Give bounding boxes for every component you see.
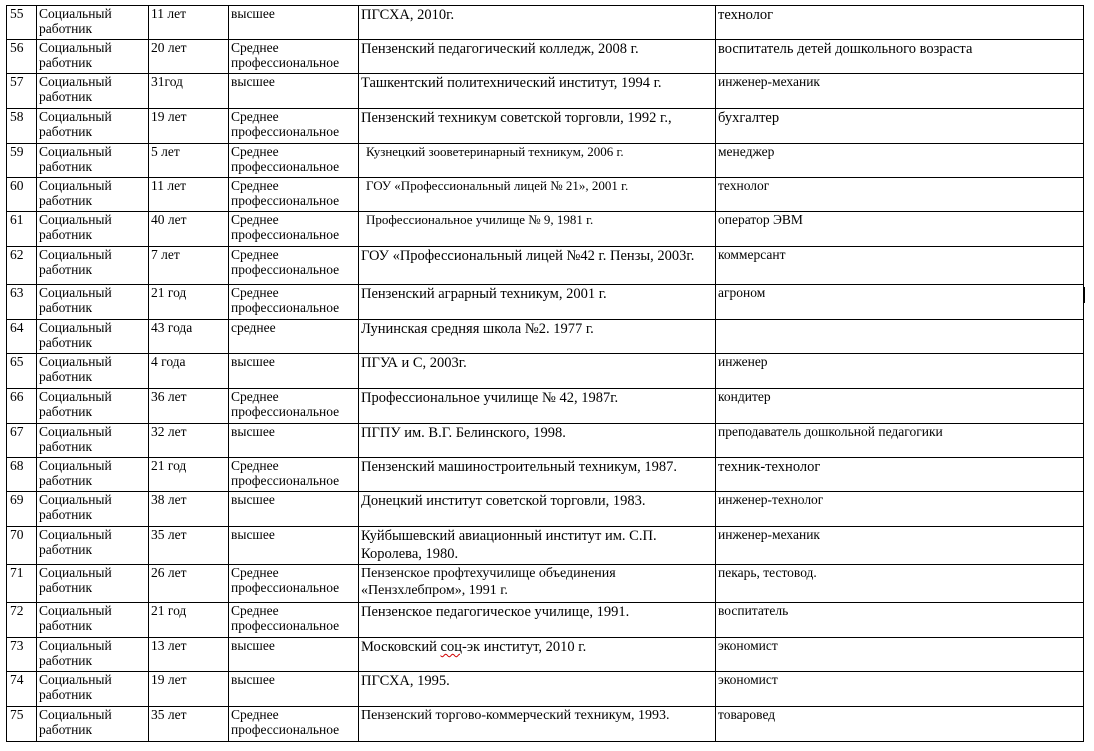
table-row [7, 565, 1084, 603]
position-cell: Социальный работник [37, 247, 149, 285]
education-cell: Среднее профессиональное [229, 109, 359, 144]
institution-cell: Пензенский педагогический колледж, 2008 г. [359, 40, 716, 74]
table-row [7, 354, 1084, 389]
table-row [7, 458, 1084, 492]
institution-cell: Профессиональное училище № 9, 1981 г. [359, 212, 716, 247]
institution-cell: Пензенский аграрный техникум, 2001 г. [359, 285, 716, 320]
row-number: 65 [7, 354, 37, 389]
table-row [7, 603, 1084, 638]
experience-cell: 13 лет [149, 638, 229, 672]
experience-cell: 19 лет [149, 672, 229, 707]
table-row [7, 247, 1084, 285]
experience-cell: 11 лет [149, 178, 229, 212]
institution-cell: ПГУА и С, 2003г. [359, 354, 716, 389]
institution-cell: ПГПУ им. В.Г. Белинского, 1998. [359, 424, 716, 458]
row-number: 58 [7, 109, 37, 144]
experience-cell: 5 лет [149, 144, 229, 178]
position-cell: Социальный работник [37, 638, 149, 672]
employee-table [6, 5, 1084, 742]
profession-cell: инженер-механик [716, 74, 1084, 109]
education-cell: высшее [229, 74, 359, 109]
profession-cell: инженер-механик [716, 527, 1084, 565]
row-number: 75 [7, 707, 37, 742]
position-cell: Социальный работник [37, 603, 149, 638]
position-cell: Социальный работник [37, 424, 149, 458]
profession-cell: воспитатель [716, 603, 1084, 638]
institution-cell: ГОУ «Профессиональный лицей №42 г. Пензы, 2003г. [359, 247, 716, 285]
table-row [7, 707, 1084, 742]
experience-cell: 40 лет [149, 212, 229, 247]
row-number: 69 [7, 492, 37, 527]
experience-cell: 43 года [149, 320, 229, 354]
row-number: 71 [7, 565, 37, 603]
table-row [7, 178, 1084, 212]
position-cell: Социальный работник [37, 458, 149, 492]
profession-cell: технолог [716, 6, 1084, 40]
spellcheck-marked-word: соц [440, 639, 462, 655]
education-cell: высшее [229, 527, 359, 565]
education-cell: среднее [229, 320, 359, 354]
table-row [7, 492, 1084, 527]
profession-cell: агроном [716, 285, 1084, 320]
position-cell: Социальный работник [37, 6, 149, 40]
position-cell: Социальный работник [37, 707, 149, 742]
table-row [7, 109, 1084, 144]
row-number: 60 [7, 178, 37, 212]
institution-cell: ГОУ «Профессиональный лицей № 21», 2001 г. [359, 178, 716, 212]
institution-cell: Пензенское профтехучилище объединения «Пензхлебпром», 1991 г. [359, 565, 716, 603]
education-cell: высшее [229, 638, 359, 672]
position-cell: Социальный работник [37, 285, 149, 320]
row-number: 70 [7, 527, 37, 565]
education-cell: Среднее профессиональное [229, 212, 359, 247]
institution-text-start: Московский [361, 639, 441, 655]
profession-cell: товаровед [716, 707, 1084, 742]
profession-cell: кондитер [716, 389, 1084, 424]
position-cell: Социальный работник [37, 492, 149, 527]
position-cell: Социальный работник [37, 109, 149, 144]
institution-cell: ПГСХА, 1995. [359, 672, 716, 707]
experience-cell: 21 год [149, 285, 229, 320]
institution-cell: Куйбышевский авиационный институт им. С.П. Королева, 1980. [359, 527, 716, 565]
table-row [7, 144, 1084, 178]
education-cell: Среднее профессиональное [229, 707, 359, 742]
profession-cell: экономист [716, 638, 1084, 672]
position-cell: Социальный работник [37, 565, 149, 603]
profession-cell: экономист [716, 672, 1084, 707]
experience-cell: 36 лет [149, 389, 229, 424]
education-cell: Среднее профессиональное [229, 247, 359, 285]
row-number: 63 [7, 285, 37, 320]
experience-cell: 32 лет [149, 424, 229, 458]
institution-cell: ПГСХА, 2010г. [359, 6, 716, 40]
institution-cell: Профессиональное училище № 42, 1987г. [359, 389, 716, 424]
table-row [7, 527, 1084, 565]
position-cell: Социальный работник [37, 320, 149, 354]
experience-cell: 21 год [149, 458, 229, 492]
profession-cell: преподаватель дошкольной педагогики [716, 424, 1084, 458]
profession-cell: пекарь, тестовод. [716, 565, 1084, 603]
profession-cell: оператор ЭВМ [716, 212, 1084, 247]
profession-cell: инженер-технолог [716, 492, 1084, 527]
institution-cell: Донецкий институт советской торговли, 1983. [359, 492, 716, 527]
position-cell: Социальный работник [37, 527, 149, 565]
table-row [7, 212, 1084, 247]
position-cell: Социальный работник [37, 74, 149, 109]
experience-cell: 38 лет [149, 492, 229, 527]
row-number: 67 [7, 424, 37, 458]
row-number: 62 [7, 247, 37, 285]
profession-cell: инженер [716, 354, 1084, 389]
row-number: 59 [7, 144, 37, 178]
table-row [7, 6, 1084, 40]
profession-cell: бухгалтер [716, 109, 1084, 144]
row-number: 56 [7, 40, 37, 74]
table-row [7, 40, 1084, 74]
table-row [7, 320, 1084, 354]
education-cell: Среднее профессиональное [229, 178, 359, 212]
profession-cell: коммерсант [716, 247, 1084, 285]
experience-cell: 31год [149, 74, 229, 109]
experience-cell: 35 лет [149, 527, 229, 565]
position-cell: Социальный работник [37, 672, 149, 707]
experience-cell: 20 лет [149, 40, 229, 74]
position-cell: Социальный работник [37, 40, 149, 74]
experience-cell: 11 лет [149, 6, 229, 40]
institution-cell: Лунинская средняя школа №2. 1977 г. [359, 320, 716, 354]
institution-cell: Пензенский техникум советской торговли, 1992 г., [359, 109, 716, 144]
education-cell: Среднее профессиональное [229, 389, 359, 424]
institution-cell [359, 638, 716, 672]
institution-cell: Пензенский машиностроительный техникум, 1987. [359, 458, 716, 492]
education-cell: высшее [229, 354, 359, 389]
position-cell: Социальный работник [37, 354, 149, 389]
table-row [7, 285, 1084, 320]
education-cell: высшее [229, 492, 359, 527]
row-number: 66 [7, 389, 37, 424]
experience-cell: 4 года [149, 354, 229, 389]
institution-cell: Пензенский торгово-коммерческий техникум, 1993. [359, 707, 716, 742]
profession-cell [716, 320, 1084, 354]
profession-cell: менеджер [716, 144, 1084, 178]
row-number: 57 [7, 74, 37, 109]
experience-cell: 21 год [149, 603, 229, 638]
row-number: 72 [7, 603, 37, 638]
education-cell: Среднее профессиональное [229, 144, 359, 178]
row-number: 61 [7, 212, 37, 247]
table-row [7, 424, 1084, 458]
table-row [7, 74, 1084, 109]
position-cell: Социальный работник [37, 144, 149, 178]
table-row [7, 638, 1084, 672]
row-number: 64 [7, 320, 37, 354]
table-row [7, 672, 1084, 707]
education-cell: высшее [229, 6, 359, 40]
education-cell: высшее [229, 424, 359, 458]
profession-cell: воспитатель детей дошкольного возраста [716, 40, 1084, 74]
row-number: 73 [7, 638, 37, 672]
institution-cell: Ташкентский политехнический институт, 1994 г. [359, 74, 716, 109]
education-cell: Среднее профессиональное [229, 40, 359, 74]
experience-cell: 7 лет [149, 247, 229, 285]
text-cursor-mark [1084, 287, 1085, 303]
table-row [7, 389, 1084, 424]
experience-cell: 26 лет [149, 565, 229, 603]
education-cell: Среднее профессиональное [229, 565, 359, 603]
experience-cell: 19 лет [149, 109, 229, 144]
row-number: 74 [7, 672, 37, 707]
position-cell: Социальный работник [37, 389, 149, 424]
position-cell: Социальный работник [37, 212, 149, 247]
row-number: 55 [7, 6, 37, 40]
row-number: 68 [7, 458, 37, 492]
profession-cell: технолог [716, 178, 1084, 212]
experience-cell: 35 лет [149, 707, 229, 742]
education-cell: Среднее профессиональное [229, 458, 359, 492]
institution-cell: Кузнецкий зооветеринарный техникум, 2006 г. [359, 144, 716, 178]
position-cell: Социальный работник [37, 178, 149, 212]
institution-text-end: -эк институт, 2010 г. [461, 639, 587, 655]
institution-cell: Пензенское педагогическое училище, 1991. [359, 603, 716, 638]
education-cell: Среднее профессиональное [229, 603, 359, 638]
education-cell: высшее [229, 672, 359, 707]
profession-cell: техник-технолог [716, 458, 1084, 492]
education-cell: Среднее профессиональное [229, 285, 359, 320]
